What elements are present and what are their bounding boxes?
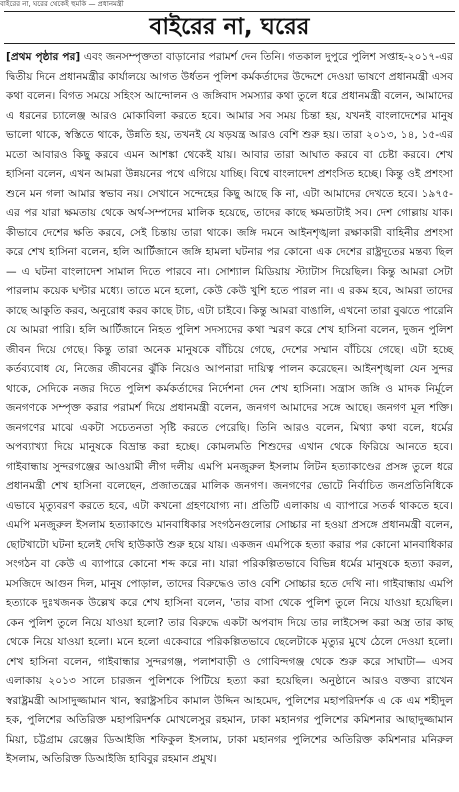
cropped-previous-line: বাইরের না, ঘরের থেকেই হুমকি — প্রধানমন্ত্রী: [0, 0, 124, 8]
article-paragraph: [6, 48, 453, 770]
article-body: [6, 48, 453, 770]
headline-divider: [4, 43, 455, 44]
article-headline: বাইরের না, ঘরের: [149, 14, 310, 40]
article-text: এবং জনসম্পৃক্ততা বাড়ানোর পরামর্শ দেন তিনি। গতকাল দুপুরে পুলিশ সপ্তাহ-২০১৭-এর দ্বিতীয় দিনে প্রধানমন্ত্রীর কার্যালয়ে আগত উর্ধতন পুলিশ কর্মকর্তাদের উদ্দেশে দেওয়া ভাষণে প্রধানমন্ত্রী এসব কথা বলেন। বিগত সময়ে সহিংস আন্দোলন ও জঙ্গিবাদ সমস্যার কথা তুলে ধরে প্রধানমন্ত্রী বলেন, আমাদের এ ধরনের চ্যালেঞ্জ আরও মোকাবিলা করতে হবে। আমার সব সময় চিন্তা হয়, যখনই বাংলাদেশের মানুষ ভালো থাকে, স্বস্তিতে থাকে, উন্নতি হয়, তখনই যে ষড়যন্ত্র আরও বেশি শুরু হয়। তারা ২০১৩, ১৪, ১৫-এর মতো আবারও কিছু করবে এমন আশঙ্কা থেকেই যায়। আবার তারা আঘাত করবে বা চেষ্টা করবে। শেখ হাসিনা বলেন, এখন আমরা উন্নয়নের পথে এগিয়ে যাচ্ছি। বিশ্বে বাংলাদেশ প্রশংসিত হচ্ছে। কিন্তু ওই প্রশংসা শুনে মন গলা আমার স্বভাব নয়। সেখানে সন্দেহের কিছু আছে কি না, এটা আমাদের দেখতে হবে। ১৯৭৫-এর পর যারা ক্ষমতায় থেকে অর্থ-সম্পদের মালিক হয়েছে, তাদের কাছে ক্ষমতাটাই সব। দেশ গোল্লায় যাক। কীভাবে দেশের ক্ষতি করবে, সেই চিন্তায় তারা থাকে। জঙ্গি দমনে আইনশৃঙ্খলা রক্ষাকারী বাহিনীর প্রশংসা করে শেখ হাসিনা বলেন, হলি আর্টিজানে জঙ্গি হামলা ঘটনার পর কোনো এক দেশের রাষ্ট্রদূতের মন্তব্য ছিল— এ ঘটনা বাংলাদেশ সামাল দিতে পারবে না। সোশ্যাল মিডিয়ায় স্ট্যাটাস দিয়েছিল। কিন্তু আমরা সেটা পারলাম কয়েক ঘণ্টার মধ্যে। তাতে মনে হলো, কেউ কেউ খুশি হতে পারল না। এ রকম হবে, আমরা তাদের কাছে আকুতি করব, অনুরোধ করব কাছে টাচ, এটা চাইবে। কিন্তু আমরা বাঙালি, এখনো তারা বুঝতে পারেনি যে আমরা পারি। হলি আর্টিজানে নিহত পুলিশ সদস্যদের কথা স্মরণ করে শেখ হাসিনা বলেন, দুজন পুলিশ জীবন দিয়ে গেছে। কিন্তু তারা অনেক মানুষকে বাঁচিয়ে গেছে, দেশের সম্মান বাঁচিয়ে গেছে। এটা হচ্ছে কর্তব্যবোধ যে, নিজের জীবনের ঝুঁকি নিয়েও আপনারা দায়িত্ব পালন করেছেন। আইনশৃঙ্খলা যেন সুন্দর থাকে, সেদিকে নজর দিতে পুলিশ কর্মকর্তাদের নির্দেশনা দেন শেখ হাসিনা। সন্ত্রাস জঙ্গি ও মাদক নির্মূলে জনগণকে সম্পৃক্ত করার পরামর্শ দিয়ে প্রধানমন্ত্রী বলেন, জনগণ আমাদের সঙ্গে আছে। জনগণ মূল শক্তি। জনগণের মাঝে একটা সচেতনতা সৃষ্টি করতে পেরেছি। তিনি আরও বলেন, মিথ্যা কথা বলে, ধর্মের অপব্যাখ্যা দিয়ে মানুষকে বিভ্রান্ত করা হচ্ছে। কোমলমতি শিশুদের এখান থেকে ফিরিয়ে আনতে হবে। গাইবান্ধায় সুন্দরগঞ্জের আওয়ামী লীগ দলীয় এমপি মনজুরুল ইসলাম লিটন হত্যাকাণ্ডের প্রসঙ্গ তুলে ধরে প্রধানমন্ত্রী শেখ হাসিনা বলেছেন, প্রজাতন্ত্রের মালিক জনগণ। জনগণের ভোটে নির্বাচিত জনপ্রতিনিধিকে এভাবে মৃত্যুবরণ করতে হবে, এটা কখনো গ্রহণযোগ্য না। প্রতিটি এলাকায় এ ব্যাপারে সতর্ক থাকতে হবে। এমপি মনজুরুল ইসলাম হত্যাকাণ্ডে মানবাধিকার সংগঠনগুলোর সোচ্চার না হওয়া প্রসঙ্গে প্রধানমন্ত্রী বলেন, ছোটখাটো ঘটনা হলেই দেখি হাউকাউ শুরু হয়ে যায়। একজন এমপিকে হত্যা করার পর কোনো মানবাধিকার সংগঠন বা কেউ এ ব্যাপারে কোনো শব্দ করে না। যারা পরিকল্পিতভাবে বিভিন্ন ধর্মের মানুষকে হত্যা করল, মসজিদে আগুন দিল, মানুষ পোড়াল, তাদের বিরুদ্ধেও তাও বেশি সোচ্চার হতে দেখি না। গাইবান্ধায় এমপি হত্যাকে দুঃখজনক উল্লেখ করে শেখ হাসিনা বলেন, 'তার বাসা থেকে পুলিশ তুলে নিয়ে যাওয়া হয়েছিল। কেন পুলিশ তুলে নিয়ে যাওয়া হলো? তার বিরুদ্ধে একটা অপবাদ দিয়ে তার লাইসেন্স করা অস্ত্র তার কাছ থেকে নিয়ে যাওয়া হলো। মনে হলো একেবারে পরিকল্পিতভাবে ছেলেটাকে মৃত্যুর মুখে ঠেলে দেওয়া হলো। শেখ হাসিনা বলেন, গাইবান্ধার সুন্দরগঞ্জ, পলাশবাড়ী ও গোবিন্দগঞ্জ থেকে শুরু করে সাঘাটা— এসব এলাকায় ২০১৩ সালে চারজন পুলিশকে পিটিয়ে হত্যা করা হয়েছিল। অনুষ্ঠানে আরও বক্তব্য রাখেন স্বরাষ্ট্রমন্ত্রী আসাদুজ্জামান খান, স্বরাষ্ট্রসচিব কামাল উদ্দিন আহমেদ, পুলিশের মহাপরিদর্শক এ কে এম শহীদুল হক, পুলিশের অতিরিক্ত মহাপরিদর্শক মোখলেসুর রহমান, ঢাকা মহানগর পুলিশের কমিশনার আছাদুজ্জামান মিয়া, চট্টগ্রাম রেঞ্জের ডিআইজি শফিকুল ইসলাম, ঢাকা মহানগর পুলিশের অতিরিক্ত কমিশনার মনিরুল ইসলাম, অতিরিক্ত ডিআইজি হাবিবুর রহমান প্রমুখ।: [6, 51, 453, 765]
continuation-lead: [প্রথম পৃষ্ঠার পর]: [6, 51, 81, 63]
